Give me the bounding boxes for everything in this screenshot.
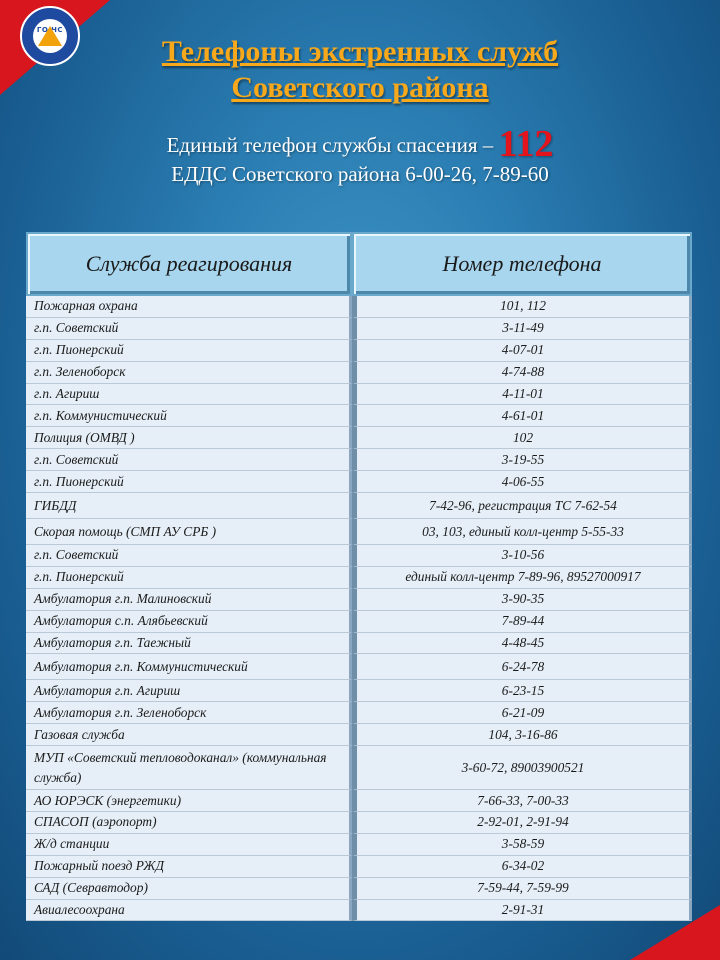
table-row: [26, 702, 692, 724]
phone-cell: 2-92-01, 2-91-94: [352, 812, 692, 834]
service-cell: Амбулатория с.п. Алябьевский: [26, 611, 352, 633]
phone-cell: 7-59-44, 7-59-99: [352, 878, 692, 900]
phone-cell: 3-60-72, 89003900521: [352, 746, 692, 790]
phone-cell: 4-61-01: [352, 405, 692, 427]
rescue-label: Единый телефон службы спасения –: [166, 133, 494, 157]
service-cell: Скорая помощь (СМП АУ СРБ ): [26, 519, 352, 545]
phone-cell: 7-89-44: [352, 611, 692, 633]
table-row: [26, 589, 692, 611]
phone-cell: 4-06-55: [352, 471, 692, 493]
phone-cell: 3-11-49: [352, 318, 692, 340]
rescue-line: [0, 122, 720, 166]
service-cell: г.п. Пионерский: [26, 567, 352, 589]
phone-cell: 03, 103, единый колл-центр 5-55-33: [352, 519, 692, 545]
table-row: [26, 545, 692, 567]
service-cell: Ж/д станции: [26, 834, 352, 856]
phone-cell: 3-10-56: [352, 545, 692, 567]
table-row: [26, 427, 692, 449]
phones-table: [26, 232, 692, 921]
page-title-line1: Телефоны экстренных служб: [161, 35, 559, 68]
service-cell: г.п. Пионерский: [26, 471, 352, 493]
phone-cell: 6-23-15: [352, 680, 692, 702]
header-phone: Номер телефона: [352, 232, 692, 296]
table-row: [26, 340, 692, 362]
phone-cell: 7-42-96, регистрация ТС 7-62-54: [352, 493, 692, 519]
phone-cell: 3-19-55: [352, 449, 692, 471]
header-service: Служба реагирования: [26, 232, 352, 296]
table-row: [26, 362, 692, 384]
service-cell: г.п. Советский: [26, 545, 352, 567]
service-cell: Пожарная охрана: [26, 296, 352, 318]
service-cell: САД (Севравтодор): [26, 878, 352, 900]
table-row: [26, 449, 692, 471]
phone-cell: 4-11-01: [352, 384, 692, 406]
phone-cell: 102: [352, 427, 692, 449]
service-cell: г.п. Советский: [26, 449, 352, 471]
service-cell: СПАСОП (аэропорт): [26, 812, 352, 834]
service-cell: МУП «Советский тепловодоканал» (коммунальная служба): [26, 746, 352, 790]
table-row: [26, 519, 692, 545]
table-row: [26, 812, 692, 834]
page-title: [0, 34, 720, 106]
table-row: [26, 296, 692, 318]
edds-line: ЕДДС Советского района 6-00-26, 7-89-60: [171, 162, 549, 186]
rescue-number: 112: [498, 123, 554, 165]
table-row: [26, 384, 692, 406]
phone-cell: 6-24-78: [352, 654, 692, 680]
phone-cell: 4-74-88: [352, 362, 692, 384]
service-cell: Амбулатория г.п. Таежный: [26, 633, 352, 655]
phone-cell: 4-48-45: [352, 633, 692, 655]
table-row: [26, 633, 692, 655]
phone-cell: 101, 112: [352, 296, 692, 318]
service-cell: Амбулатория г.п. Зеленоборск: [26, 702, 352, 724]
service-cell: г.п. Коммунистический: [26, 405, 352, 427]
table-row: [26, 493, 692, 519]
phone-cell: 3-58-59: [352, 834, 692, 856]
service-cell: г.п. Зеленоборск: [26, 362, 352, 384]
phone-cell: 7-66-33, 7-00-33: [352, 790, 692, 812]
phone-cell: 104, 3-16-86: [352, 724, 692, 746]
service-cell: АО ЮРЭСК (энергетики): [26, 790, 352, 812]
service-cell: г.п. Советский: [26, 318, 352, 340]
service-cell: Амбулатория г.п. Агириш: [26, 680, 352, 702]
service-cell: г.п. Агириш: [26, 384, 352, 406]
table-row: [26, 471, 692, 493]
phone-cell: 6-34-02: [352, 856, 692, 878]
table-row: [26, 790, 692, 812]
service-cell: г.п. Пионерский: [26, 340, 352, 362]
phones-table-container: [26, 232, 692, 921]
table-row: [26, 654, 692, 680]
table-row: [26, 318, 692, 340]
table-header-row: [26, 232, 692, 296]
service-cell: Авиалесоохрана: [26, 900, 352, 922]
service-cell: Газовая служба: [26, 724, 352, 746]
phone-cell: 4-07-01: [352, 340, 692, 362]
table-row: [26, 611, 692, 633]
table-body: [26, 296, 692, 921]
service-cell: ГИБДД: [26, 493, 352, 519]
emblem-text: ГО ЧС: [36, 26, 64, 34]
table-row: [26, 746, 692, 790]
phone-cell: 2-91-31: [352, 900, 692, 922]
table-row: [26, 834, 692, 856]
table-row: [26, 567, 692, 589]
phone-cell: 6-21-09: [352, 702, 692, 724]
table-row: [26, 878, 692, 900]
service-cell: Амбулатория г.п. Малиновский: [26, 589, 352, 611]
table-row: [26, 856, 692, 878]
page-title-line2: Советского района: [231, 71, 489, 104]
table-row: [26, 405, 692, 427]
service-cell: Полиция (ОМВД ): [26, 427, 352, 449]
table-row: [26, 680, 692, 702]
phone-cell: единый колл-центр 7-89-96, 89527000917: [352, 567, 692, 589]
service-cell: Пожарный поезд РЖД: [26, 856, 352, 878]
service-cell: Амбулатория г.п. Коммунистический: [26, 654, 352, 680]
phone-cell: 3-90-35: [352, 589, 692, 611]
table-row: [26, 724, 692, 746]
table-row: [26, 900, 692, 922]
